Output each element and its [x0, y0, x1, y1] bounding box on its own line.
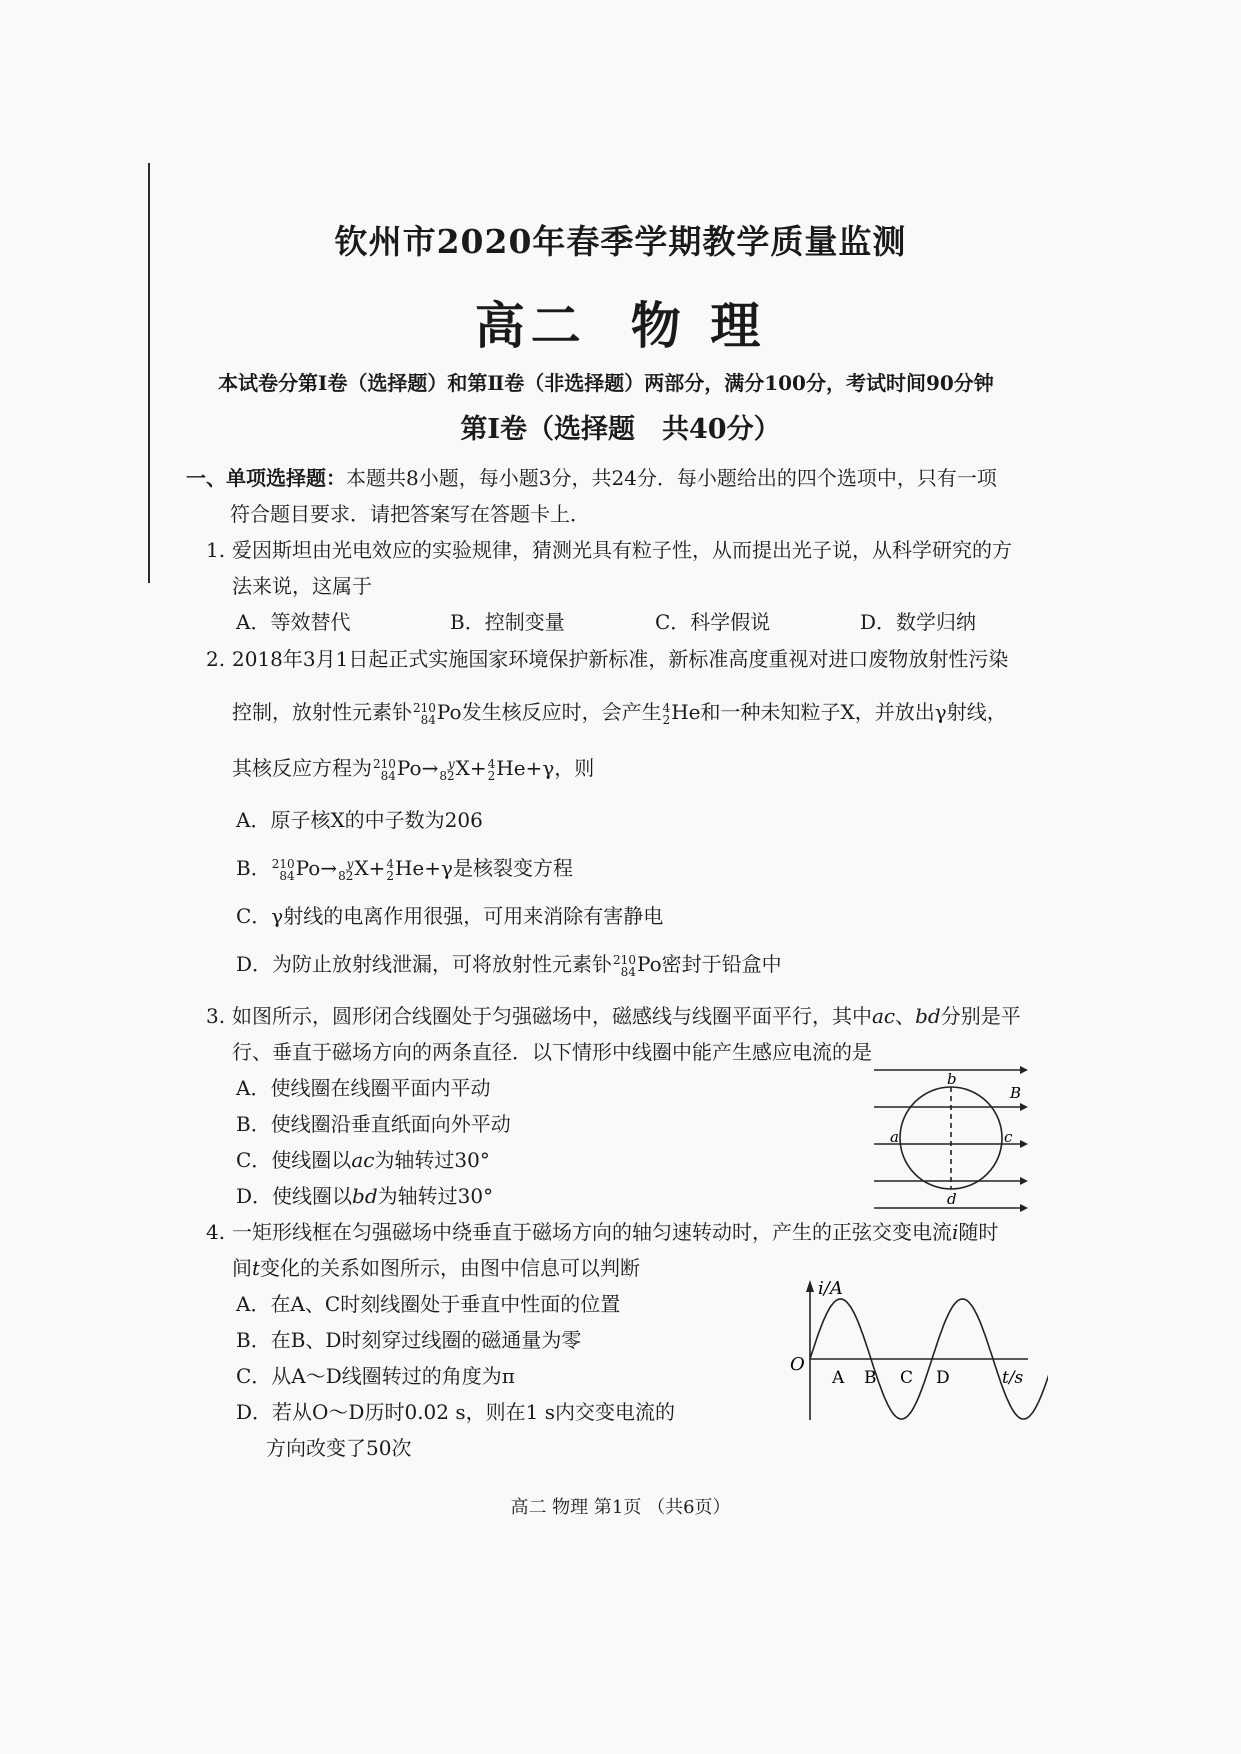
question-3-line-2: 行、垂直于磁场方向的两条直径．以下情形中线圈中能产生感应电流的是 [232, 1040, 872, 1064]
question-2-option-b: B． 210 84 Po→ y 82 X+ 4 2 He+γ是核裂变方程 [236, 856, 573, 883]
exam-title: 钦州市2020年春季学期教学质量监测 [334, 222, 907, 261]
page-footer: 高二 物理 第1页 （共6页） [510, 1497, 731, 1518]
question-2-number: 2. [206, 647, 226, 671]
question-3-option-b: B．使线圈沿垂直纸面向外平动 [236, 1112, 511, 1136]
current-time-graph [788, 1270, 1048, 1430]
fig-label-a: a [890, 1128, 899, 1146]
volume-title: 第Ⅰ卷（选择题 共40分） [460, 414, 781, 445]
graph-label-C: C [900, 1368, 914, 1388]
exam-intro: 本试卷分第Ⅰ卷（选择题）和第Ⅱ卷（非选择题）两部分，满分100分，考试时间90分钟 [218, 371, 994, 395]
section-label: 一、单项选择题： [186, 466, 346, 490]
question-4-option-a: A．在A、C时刻线圈处于垂直中性面的位置 [236, 1292, 621, 1316]
question-2-line-1: 2. 2018年3月1日起正式实施国家环境保护新标准，新标准高度重视对进口废物放射性污染 [206, 647, 1009, 671]
fig-label-b: b [947, 1070, 957, 1088]
subject-grade: 高二 [474, 296, 587, 355]
subject-name: 物 理 [630, 296, 767, 355]
graph-label-A: A [832, 1368, 845, 1388]
graph-origin-label: O [790, 1354, 805, 1375]
question-3-option-a: A．使线圈在线圈平面内平动 [236, 1076, 491, 1100]
question-2-option-d: D．为防止放射线泄漏，可将放射性元素钋 210 84 Po密封于铅盒中 [236, 952, 782, 979]
section-heading [186, 462, 997, 491]
question-4-option-b: B．在B、D时刻穿过线圈的磁通量为零 [236, 1328, 582, 1352]
subject-title [0, 286, 1241, 358]
graph-ylabel: i/A [818, 1278, 843, 1299]
section-desc-2: 符合题目要求．请把答案写在答题卡上． [230, 502, 590, 526]
question-4-option-c: C．从A～D线圈转过的角度为π [236, 1364, 515, 1388]
question-1-option-b: B．控制变量 [450, 610, 565, 634]
question-3-line-1: 3. 如图所示，圆形闭合线圈处于匀强磁场中，磁感线与线圈平面平行，其中ac、bd分别是平 [206, 1004, 1021, 1028]
question-2-line-3: 其核反应方程为 210 84 Po→ y 82 X+ 4 2 He+γ，则 [232, 756, 595, 783]
question-3-option-d: D．使线圈以bd为轴转过30° [236, 1184, 494, 1208]
fig-label-d: d [947, 1190, 957, 1208]
graph-label-B: B [864, 1368, 877, 1388]
question-1-option-c: C．科学假说 [655, 610, 771, 634]
graph-xlabel: t/s [1002, 1368, 1024, 1388]
question-4-line-1: 4. 一矩形线框在匀强磁场中绕垂直于磁场方向的轴匀速转动时，产生的正弦交变电流i随时 [206, 1220, 999, 1244]
question-4-line-2: 间t变化的关系如图所示，由图中信息可以判断 [232, 1256, 641, 1280]
question-1-number: 1. [206, 538, 226, 562]
question-1-option-a: A．等效替代 [236, 610, 351, 634]
graph-label-D: D [936, 1368, 950, 1388]
question-2-option-c: C．γ射线的电离作用很强，可用来消除有害静电 [236, 904, 664, 928]
nuclide-po: 210 84 [413, 700, 436, 727]
question-2-line-2: 控制，放射性元素钋 210 84 Po发生核反应时，会产生 4 2 He和一种未知粒子X，并放出γ射线， [232, 700, 1007, 727]
fig-label-c: c [1004, 1128, 1013, 1146]
fig-label-B: B [1010, 1084, 1022, 1102]
question-1-line-1: 1. 爱因斯坦由光电效应的实验规律，猜测光具有粒子性，从而提出光子说，从科学研究的方 [206, 538, 1012, 562]
question-4-option-d-line-2: 方向改变了50次 [266, 1436, 412, 1460]
question-1-line-2: 法来说，这属于 [232, 574, 372, 598]
question-4-number: 4. [206, 1220, 226, 1244]
nuclide-he: 4 2 [662, 700, 671, 727]
question-3-option-c: C．使线圈以ac为轴转过30° [236, 1148, 490, 1172]
question-2-option-a: A．原子核X的中子数为206 [236, 808, 483, 832]
coil-field-figure [870, 1062, 1030, 1212]
question-1-option-d: D．数学归纳 [860, 610, 977, 634]
question-4-option-d-line-1: D．若从O～D历时0.02 s，则在1 s内交变电流的 [236, 1400, 675, 1424]
section-desc-1: 本题共8小题，每小题3分，共24分．每小题给出的四个选项中，只有一项 [346, 466, 997, 490]
question-3-number: 3. [206, 1004, 226, 1028]
